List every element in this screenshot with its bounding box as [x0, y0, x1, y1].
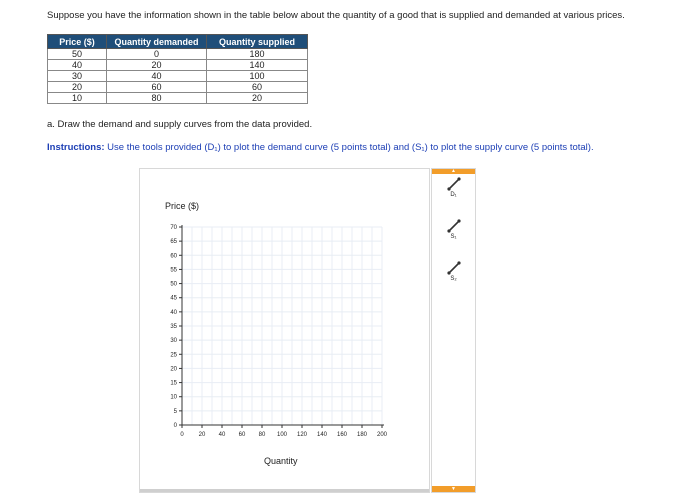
cell-price: 20	[48, 82, 107, 93]
y-tick-label: 15	[170, 380, 177, 387]
cell-quantity-demanded: 20	[107, 60, 207, 71]
x-tick-label: 60	[238, 432, 246, 438]
cell-quantity-supplied: 60	[207, 82, 308, 93]
instructions-text	[47, 142, 594, 153]
x-tick-label: 140	[316, 432, 328, 438]
tool-d1-label: D₁	[450, 192, 457, 198]
instructions-body: Use the tools provided (D₁) to plot the demand curve (5 points total) and (S₁) to plot the supply curve (5 points total).	[107, 142, 594, 153]
graph-canvas[interactable]	[140, 169, 429, 489]
x-tick-label: 0	[180, 432, 184, 438]
graph-panel[interactable]	[139, 168, 430, 493]
x-tick-label: 180	[356, 432, 368, 438]
task-a-text: a. Draw the demand and supply curves from the data provided.	[47, 119, 313, 130]
y-axis-title: Price ($)	[165, 201, 200, 211]
tool-d1[interactable]	[432, 177, 475, 211]
x-tick-label: 100	[276, 432, 288, 438]
y-tick-label: 10	[170, 394, 177, 401]
cell-price: 40	[48, 60, 107, 71]
y-tick-label: 65	[170, 239, 177, 246]
y-tick-label: 45	[170, 295, 177, 302]
y-tick-label: 20	[170, 366, 177, 373]
instructions-label: Instructions:	[47, 142, 105, 153]
cell-quantity-supplied: 100	[207, 71, 308, 82]
cell-quantity-supplied: 140	[207, 60, 308, 71]
price-quantity-table	[47, 34, 308, 104]
y-tick-label: 50	[170, 281, 177, 288]
header-quantity-supplied: Quantity supplied	[207, 35, 308, 49]
y-tick-label: 0	[173, 423, 177, 429]
cell-quantity-demanded: 80	[107, 93, 207, 104]
y-tick-label: 70	[170, 225, 177, 231]
tool-s2[interactable]	[432, 261, 475, 295]
graph-scrollbar[interactable]	[140, 489, 429, 492]
collapse-up-button[interactable]: ▲	[432, 169, 475, 174]
tool-s2-label: S₂	[450, 276, 457, 282]
line-tool-icon	[447, 219, 461, 233]
x-axis-title: Quantity	[264, 456, 298, 466]
cell-quantity-supplied: 180	[207, 49, 308, 60]
tool-s1-label: S₁	[450, 234, 457, 240]
table-row	[48, 82, 308, 93]
cell-price: 10	[48, 93, 107, 104]
table-row	[48, 71, 308, 82]
cell-quantity-supplied: 20	[207, 93, 308, 104]
y-tick-label: 40	[170, 309, 177, 316]
table-row	[48, 93, 308, 104]
intro-text: Suppose you have the information shown in the table below about the quantity of a good that is supplied and demanded at various prices.	[47, 10, 625, 21]
x-tick-label: 20	[198, 432, 206, 438]
cell-price: 50	[48, 49, 107, 60]
y-tick-label: 55	[170, 267, 177, 274]
header-quantity-demanded: Quantity demanded	[107, 35, 207, 49]
cell-price: 30	[48, 71, 107, 82]
y-tick-labels	[170, 225, 177, 429]
y-tick-label: 35	[170, 324, 177, 330]
line-tool-icon	[447, 177, 461, 191]
table-header-row	[48, 35, 308, 49]
tool-panel	[431, 168, 476, 493]
header-price: Price ($)	[48, 35, 107, 49]
x-tick-label: 80	[258, 432, 266, 438]
cell-quantity-demanded: 40	[107, 71, 207, 82]
cell-quantity-demanded: 0	[107, 49, 207, 60]
x-tick-labels	[180, 432, 387, 438]
tool-s1[interactable]	[432, 219, 475, 253]
line-tool-icon	[447, 261, 461, 275]
y-tick-label: 30	[170, 338, 177, 345]
x-tick-label: 160	[336, 432, 348, 438]
x-tick-label: 200	[376, 432, 388, 438]
cell-quantity-demanded: 60	[107, 82, 207, 93]
grid	[182, 227, 382, 425]
table-row	[48, 49, 308, 60]
y-tick-label: 60	[170, 253, 177, 260]
y-tick-label: 25	[170, 352, 177, 359]
x-tick-label: 40	[218, 432, 226, 438]
collapse-down-button[interactable]: ▼	[432, 486, 475, 492]
x-tick-label: 120	[296, 432, 308, 438]
table-row	[48, 60, 308, 71]
y-tick-label: 5	[173, 408, 177, 415]
